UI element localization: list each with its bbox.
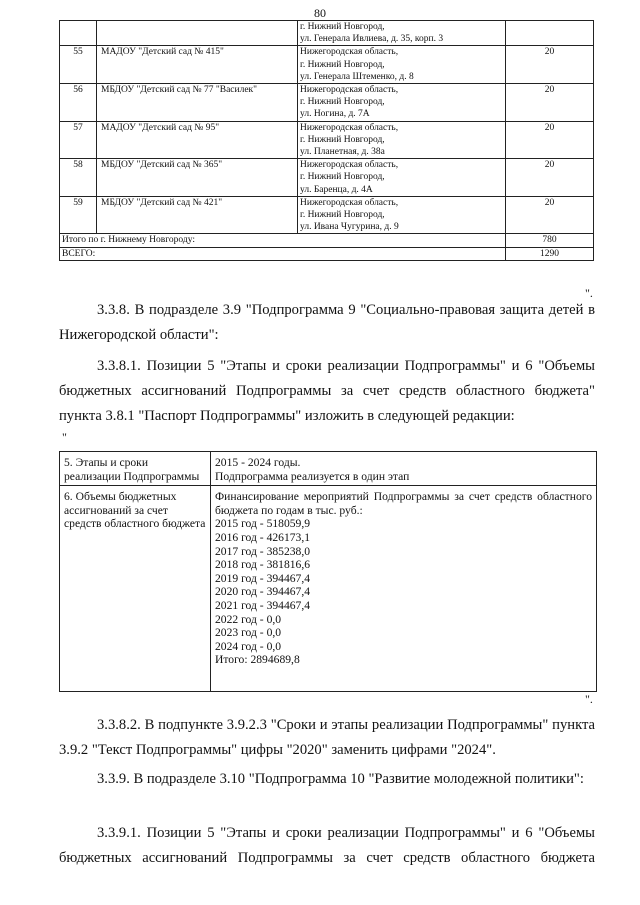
funding-year: 2020 год - 394467,4 xyxy=(215,585,311,599)
places-count: 20 xyxy=(506,84,594,122)
institution-name: МАДОУ "Детский сад № 95" xyxy=(97,121,298,159)
total-all-label: ВСЕГО: xyxy=(60,247,506,260)
paragraph-3-3-9-1: 3.3.9.1. Позиции 5 "Этапы и сроки реализации Подпрограммы" и 6 "Объемы бюджетных ассигнований Подпрограммы за счет средств областного бюджета xyxy=(59,825,595,866)
address-cell: Нижегородская область, г. Нижний Новгород, ул. Планетная, д. 38а xyxy=(298,121,506,159)
total-city-label: Итого по г. Нижнему Новгороду: xyxy=(60,234,506,247)
places-count: 20 xyxy=(506,121,594,159)
table-row xyxy=(60,486,597,692)
funding-year: 2018 год - 381816,6 xyxy=(215,558,311,572)
funding-year: 2023 год - 0,0 xyxy=(215,626,282,640)
address-cell: Нижегородская область, г. Нижний Новгород, ул. Баренца, д. 4А xyxy=(298,159,506,197)
funding-intro: Финансирование мероприятий Подпрограммы за счет средств областного бюджета по годам в тыс. руб.: xyxy=(215,490,592,517)
table-row xyxy=(60,121,594,159)
closing-quote-mark: ". xyxy=(585,286,593,300)
total-all-row xyxy=(60,247,594,260)
funding-year: 2019 год - 394467,4 xyxy=(215,571,311,585)
stages-label: 5. Этапы и сроки реализации Подпрограммы xyxy=(60,452,211,486)
funding-year: 2016 год - 426173,1 xyxy=(215,530,311,544)
paragraph-3-3-8: 3.3.8. В подразделе 3.9 "Подпрограмма 9 "Социально-правовая защита детей в Нижегородской области": xyxy=(59,302,595,343)
places-count: 20 xyxy=(506,46,594,84)
total-city-value: 780 xyxy=(506,234,594,247)
address-cell: Нижегородская область, г. Нижний Новгород, ул. Ногина, д. 7А xyxy=(298,84,506,122)
row-number: 56 xyxy=(60,84,97,122)
address-cell: Нижегородская область, г. Нижний Новгород, ул. Ивана Чугурина, д. 9 xyxy=(298,196,506,234)
funding-label: 6. Объемы бюджетных ассигнований за счет средств областного бюджета xyxy=(60,486,211,692)
places-count: 20 xyxy=(506,159,594,197)
table-row xyxy=(60,159,594,197)
passport-table xyxy=(59,451,597,692)
total-city-row xyxy=(60,234,594,247)
funding-total: Итого: 2894689,8 xyxy=(215,653,300,667)
row-number: 57 xyxy=(60,121,97,159)
address-cell: г. Нижний Новгород, ул. Генерала Ивлиева, д. 35, корп. 3 xyxy=(298,21,506,46)
stages-value: 2015 - 2024 годы. Подпрограмма реализуется в один этап xyxy=(211,452,597,486)
funding-year: 2021 год - 394467,4 xyxy=(215,598,311,612)
institution-name: МАДОУ "Детский сад № 415" xyxy=(97,46,298,84)
total-all-value: 1290 xyxy=(506,247,594,260)
address-cell: Нижегородская область, г. Нижний Новгород, ул. Генерала Штеменко, д. 8 xyxy=(298,46,506,84)
places-count: 20 xyxy=(506,196,594,234)
kindergartens-table xyxy=(59,20,594,261)
funding-year: 2017 год - 385238,0 xyxy=(215,544,311,558)
table-row xyxy=(60,46,594,84)
table-row xyxy=(60,21,594,46)
row-number: 58 xyxy=(60,159,97,197)
institution-name: МБДОУ "Детский сад № 365" xyxy=(97,159,298,197)
page-number: 80 xyxy=(314,6,326,20)
funding-year: 2015 год - 518059,9 xyxy=(215,517,311,531)
closing-quote-mark: ". xyxy=(585,692,593,706)
funding-year: 2024 год - 0,0 xyxy=(215,639,282,653)
row-number: 55 xyxy=(60,46,97,84)
table-row xyxy=(60,452,597,486)
funding-value xyxy=(211,486,597,692)
paragraph-3-3-8-1: 3.3.8.1. Позиции 5 "Этапы и сроки реализации Подпрограммы" и 6 "Объемы бюджетных ассигнований Подпрограммы за счет средств областного бюджета" пункта 3.8.1 "Паспорт Подпрограммы" изложить в следующей редакции: xyxy=(59,358,595,424)
funding-year: 2022 год - 0,0 xyxy=(215,612,282,626)
institution-name: МБДОУ "Детский сад № 421" xyxy=(97,196,298,234)
row-number: 59 xyxy=(60,196,97,234)
table-row xyxy=(60,196,594,234)
table-row xyxy=(60,84,594,122)
paragraph-3-3-8-2: 3.3.8.2. В подпункте 3.9.2.3 "Сроки и этапы реализации Подпрограммы" пункта 3.9.2 "Текст Подпрограммы" цифры "2020" заменить цифрами "2024". xyxy=(59,717,595,758)
paragraph-3-3-9: 3.3.9. В подразделе 3.10 "Подпрограмма 10 "Развитие молодежной политики": xyxy=(97,771,584,787)
institution-name: МБДОУ "Детский сад № 77 "Василек" xyxy=(97,84,298,122)
opening-quote-mark: " xyxy=(62,430,67,444)
